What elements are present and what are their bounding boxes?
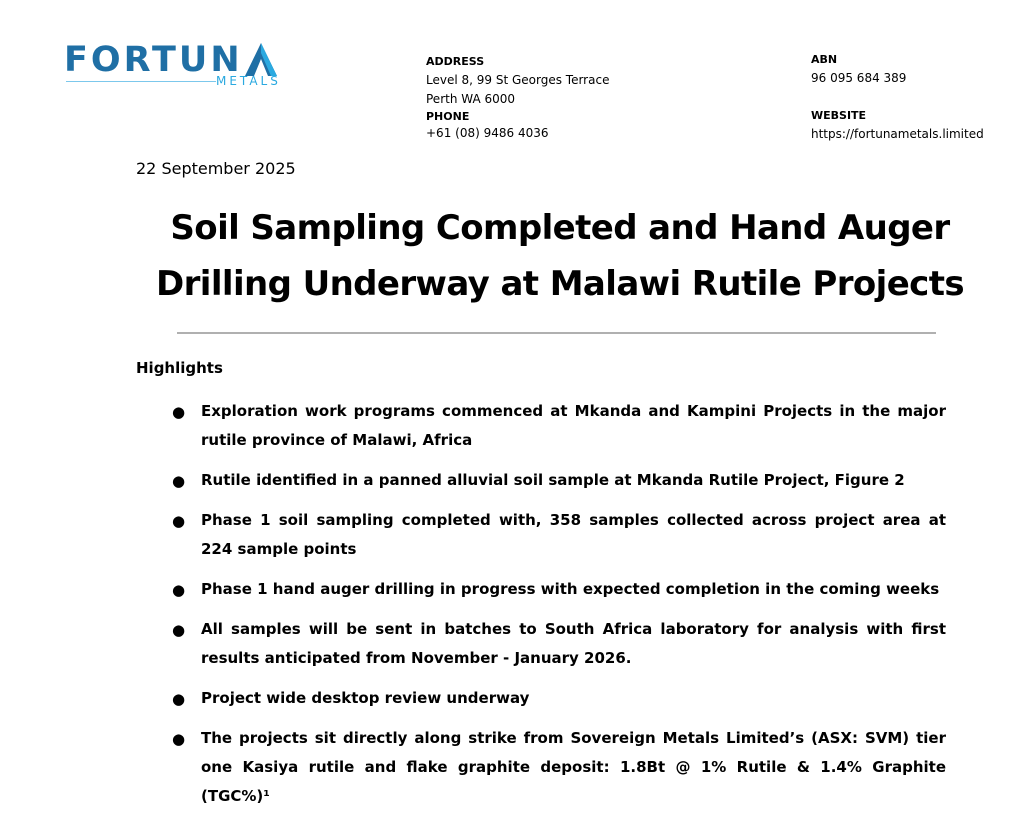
bullet-icon: ●: [172, 581, 186, 599]
highlight-text: All samples will be sent in batches to South Africa laboratory for analysis with first results anticipated from November - January 2026.: [201, 620, 946, 667]
title-divider: [177, 332, 936, 334]
bullet-icon: ●: [172, 512, 186, 530]
website-link[interactable]: https://fortunametals.limited: [811, 127, 984, 141]
highlight-text: The projects sit directly along strike from Sovereign Metals Limited’s (ASX: SVM) tier one Kasiya rutile and flake graphite deposit: 1.8Bt @ 1% Rutile & 1.4% Graphite (TGC%)¹: [201, 729, 946, 805]
address-label: ADDRESS: [426, 55, 485, 68]
logo-a-mark-icon: [244, 41, 278, 77]
address-line2: Perth WA 6000: [426, 92, 516, 106]
document-title: [130, 200, 990, 312]
bullet-icon: ●: [172, 621, 186, 639]
bullet-icon: ●: [172, 690, 186, 708]
bullet-icon: ●: [172, 730, 186, 748]
phone-label: PHONE: [426, 110, 470, 123]
highlight-text: Exploration work programs commenced at Mkanda and Kampini Projects in the major rutile province of Malawi, Africa: [201, 402, 946, 449]
highlight-item: [136, 575, 946, 604]
document-date: 22 September 2025: [136, 159, 296, 178]
highlights-list: [136, 397, 946, 822]
website-label: WEBSITE: [811, 109, 867, 122]
highlight-item: [136, 724, 946, 811]
highlight-item: [136, 506, 946, 564]
logo-underline: [66, 81, 216, 82]
title-line2: Drilling Underway at Malawi Rutile Projects: [155, 264, 965, 304]
bullet-icon: ●: [172, 403, 186, 421]
logo-subword: METALS: [216, 74, 281, 88]
header-abn-block: [811, 50, 984, 144]
highlight-item: [136, 466, 946, 495]
highlight-item: [136, 615, 946, 673]
address-line1: Level 8, 99 St Georges Terrace: [426, 73, 610, 87]
logo-wordmark: FORTUN: [64, 40, 243, 80]
abn-number: 96 095 684 389: [811, 71, 907, 85]
highlight-text: Phase 1 hand auger drilling in progress with expected completion in the coming weeks: [201, 580, 940, 598]
company-logo: [64, 38, 284, 90]
highlight-text: Phase 1 soil sampling completed with, 358 samples collected across project area at 224 sample points: [201, 511, 946, 558]
highlight-item: [136, 397, 946, 455]
highlights-heading: Highlights: [136, 359, 223, 377]
title-line1: Soil Sampling Completed and Hand Auger: [170, 208, 950, 248]
highlight-item: [136, 684, 946, 713]
phone-number: +61 (08) 9486 4036: [426, 126, 549, 140]
abn-label: ABN: [811, 53, 838, 66]
header-address-block: [426, 52, 609, 143]
highlight-text: Project wide desktop review underway: [201, 689, 530, 707]
bullet-icon: ●: [172, 472, 186, 490]
highlight-text: Rutile identified in a panned alluvial soil sample at Mkanda Rutile Project, Figure 2: [201, 471, 905, 489]
